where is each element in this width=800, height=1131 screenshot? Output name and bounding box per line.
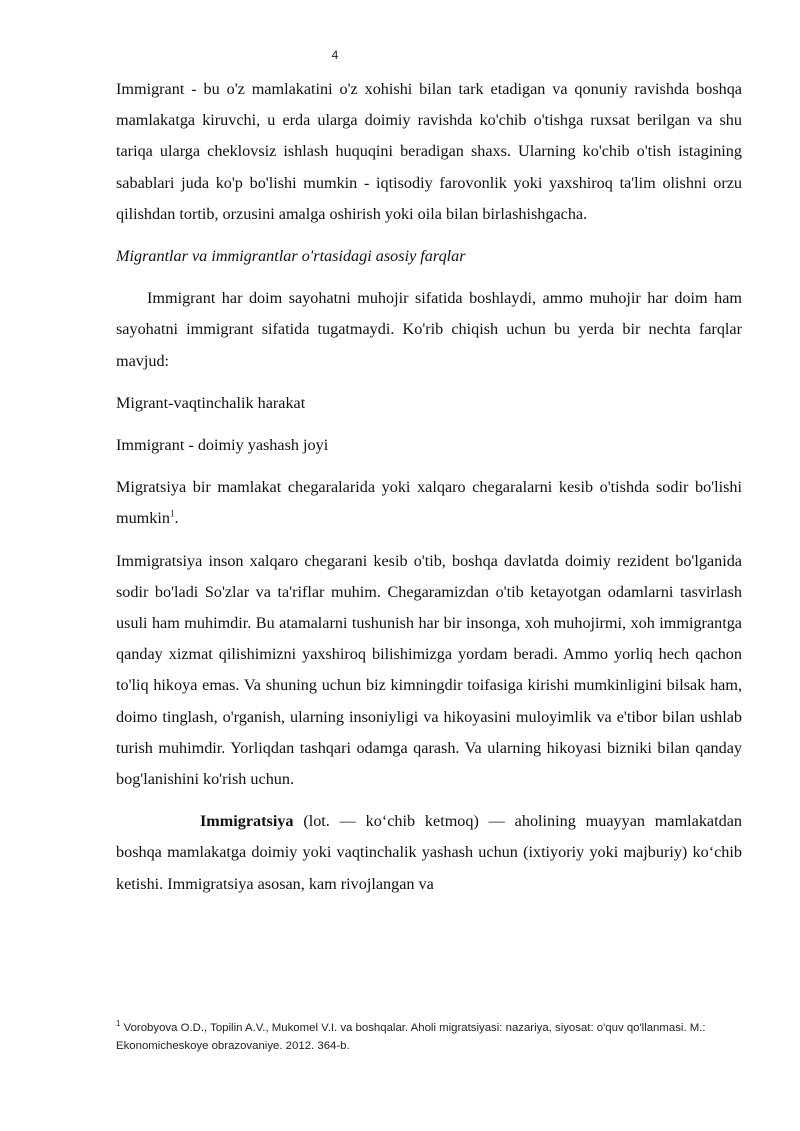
page-number: 4	[331, 48, 339, 62]
footnote-separator	[116, 1010, 316, 1011]
paragraph-immigrant-definition: Immigrant - bu o'z mamlakatini o'z xohishi bilan tark etadigan va qonuniy ravishda boshqa mamlakatga kiruvchi, u erda ularga doimiy ravishda ko'chib o'tishga ruxsat berilgan va shu tariqa ularga cheklovsiz ishlash huquqini beradigan shaxs. Ularning ko'chib o'tish istagining sabablari juda ko'p bo'lishi mumkin - iqtisodiy farovonlik yoki yaxshiroq ta'lim olishni orzu qilishdan tortib, orzusini amalga oshirish yoki oila bilan birlashishgacha.	[116, 80, 742, 223]
term-immigratsiya: Immigratsiya	[200, 812, 294, 831]
footnote-reference: 1	[169, 509, 175, 520]
term-definition: (lot. — ko‘chib ketmoq) — aholining muayyan mamlakatdan boshqa mamlakatga doimiy yoki vaqtinchalik yashash uchun (ixtiyoriy yoki majburiy) ko‘chib ketishi. Immigratsiya asosan, kam rivojlangan va	[116, 812, 742, 893]
paragraph-immigrant-line: Immigrant - doimiy yashash joyi	[116, 436, 329, 455]
paragraph-immigration-term	[116, 806, 742, 900]
paragraph-immigration-explained: Immigratsiya inson xalqaro chegarani kesib o'tib, boshqa davlatda doimiy rezident bo'lganida sodir bo'ladi So'zlar va ta'riflar muhim. Chegaramizdan o'tib ketayotgan odamlarni tasvirlash usuli ham muhimdir. Bu atamalarni tushunish har bir insonga, xoh muhojirmi, xoh immigrantga qanday xizmat qilishimizni yaxshiroq bilishimizga yordam beradi. Ammo yorliq hech qachon to'liq hikoya emas. Va shuning uchun biz kimningdir toifasiga kirishi mumkinligini bilsak ham, doimo tinglash, o'rganish, ularning insoniyligi va hikoyasini muloyimlik va e'tibor bilan ushlab turish muhimdir. Yorliqdan tashqari odamga qarash. Va ularning hikoyasi bizniki bilan qanday bog'lanishini ko'rish uchun.	[116, 551, 742, 789]
footnote-text: Vorobyova O.D., Topilin A.V., Mukomel V.I. va boshqalar. Aholi migratsiyasi: nazariya, siyosat: o'quv qo'llanmasi. M.: Ekonomicheskoye obrazovaniye. 2012. 364-b.	[116, 1022, 706, 1052]
migration-scope-end: .	[174, 509, 179, 528]
document-body	[116, 74, 742, 900]
paragraph-differences-intro: Immigrant har doim sayohatni muhojir sifatida boshlaydi, ammo muhojir har doim ham sayohatni immigrant sifatida tugatmaydi. Ko'rib chiqish uchun bu yerda bir nechta farqlar mavjud:	[116, 289, 742, 370]
paragraph-migrant-line: Migrant-vaqtinchalik harakat	[116, 393, 306, 412]
footnote	[116, 1019, 756, 1055]
footnote-mark: 1	[116, 1019, 121, 1029]
paragraph-migration-scope	[116, 472, 742, 534]
migration-scope-text: Migratsiya bir mamlakat chegaralarida yoki xalqaro chegaralarni kesib o'tishda sodir bo'lishi mumkin	[116, 478, 742, 528]
section-heading: Migrantlar va immigrantlar o'rtasidagi asosiy farqlar	[116, 247, 466, 266]
